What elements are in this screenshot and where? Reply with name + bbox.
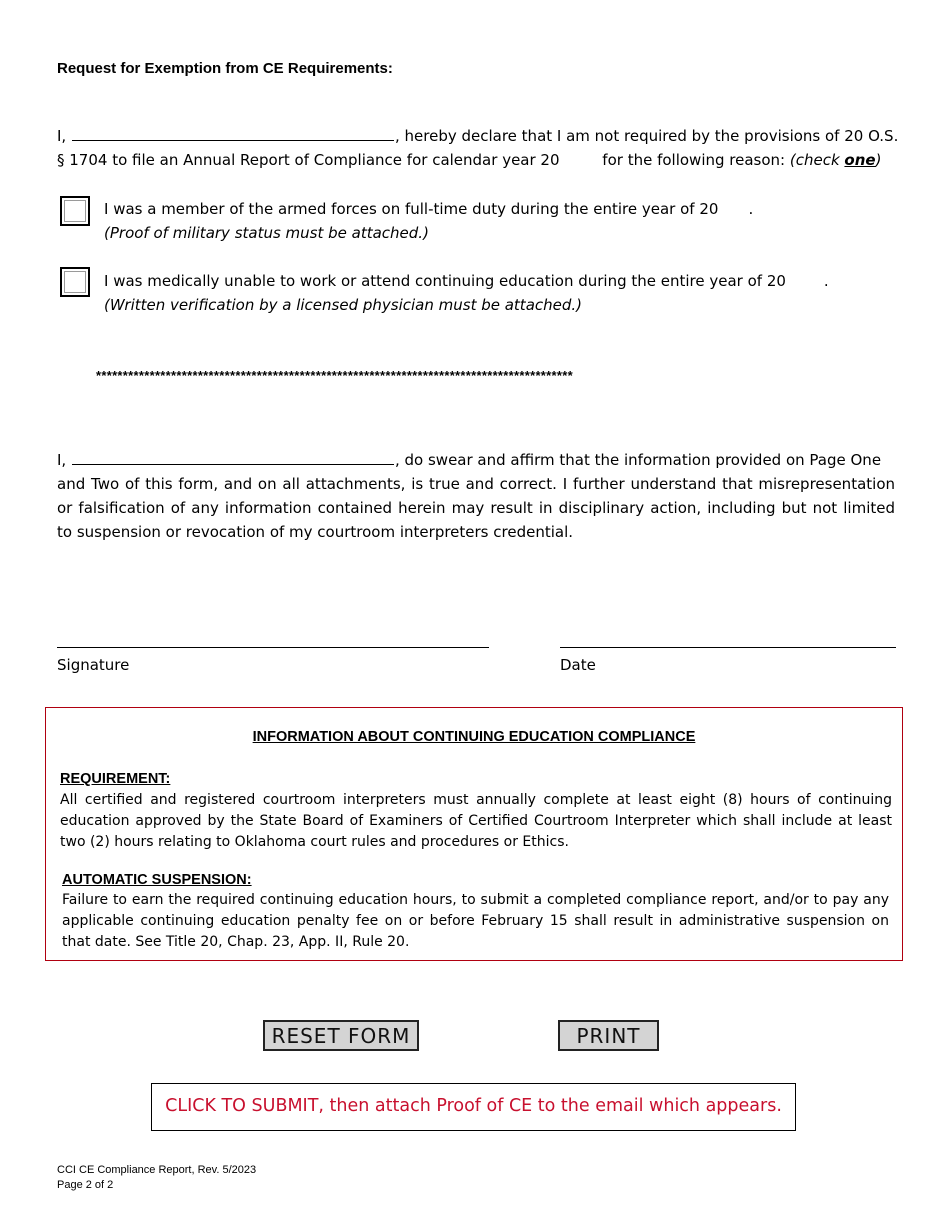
medical-option	[104, 269, 829, 317]
affirmation	[57, 448, 902, 544]
section-heading: Request for Exemption from CE Requirements:	[57, 60, 393, 77]
exemption-text-line2b: for the following reason:	[602, 151, 786, 169]
affirmation-text: and Two of this form, and on all attachments, is true and correct. I further understand that misrepresentation or falsification of any information contained herein may result in disciplinary action, including but not limited to suspension or revocation of my courtroom interpreters credential.	[57, 475, 895, 541]
medical-option-note: (Written verification by a licensed physician must be attached.)	[104, 296, 583, 314]
medical-option-suffix: .	[823, 272, 829, 290]
footer	[57, 1163, 256, 1193]
ce-info-box	[45, 707, 903, 961]
exemption-prefix: I,	[57, 127, 67, 145]
military-option-suffix: .	[748, 200, 754, 218]
suspension-text: Failure to earn the required continuing education hours, to submit a completed compliance report, and/or to pay any applicable continuing education penalty fee on or before February 15 shall result in administrative suspension on that date. See Title 20, Chap. 23, App. II, Rule 20.	[62, 892, 889, 950]
date-line[interactable]	[560, 647, 896, 648]
requirement-heading: REQUIREMENT:	[60, 771, 171, 787]
date-label: Date	[560, 656, 596, 674]
exemption-declaration	[57, 124, 902, 172]
reset-form-button[interactable]: RESET FORM	[263, 1020, 419, 1051]
signature-label: Signature	[57, 656, 130, 674]
submit-button[interactable]: CLICK TO SUBMIT, then attach Proof of CE to the email which appears.	[151, 1083, 796, 1131]
check-note-c: )	[875, 151, 882, 169]
affirmation-name-field[interactable]	[72, 448, 394, 465]
footer-revision: CCI CE Compliance Report, Rev. 5/2023	[57, 1164, 257, 1176]
military-option-note: (Proof of military status must be attached.)	[104, 224, 429, 242]
medical-checkbox[interactable]	[60, 267, 90, 297]
requirement-text: All certified and registered courtroom interpreters must annually complete at least eight (8) hours of continuing education approved by the State Board of Examiners of Certified Courtroom Interpreter which shall include at least two (2) hours relating to Oklahoma court rules and procedures or Ethics.	[60, 792, 892, 850]
suspension-heading: AUTOMATIC SUSPENSION:	[62, 872, 252, 888]
exemption-text-line2a: § 1704 to file an Annual Report of Compliance for calendar year 20	[57, 151, 560, 169]
info-box-title: INFORMATION ABOUT CONTINUING EDUCATION COMPLIANCE	[252, 729, 696, 745]
check-note-a: (check	[789, 151, 845, 169]
affirmation-prefix: I,	[57, 451, 67, 469]
medical-option-label: I was medically unable to work or attend continuing education during the entire year of 20	[104, 272, 786, 290]
print-button[interactable]: PRINT	[558, 1020, 659, 1051]
footer-page-number: Page 2 of 2	[57, 1179, 114, 1191]
military-checkbox[interactable]	[60, 196, 90, 226]
military-option-label: I was a member of the armed forces on full-time duty during the entire year of 20	[104, 200, 719, 218]
separator: *****************************************************************************************	[96, 368, 573, 383]
military-option	[104, 197, 753, 245]
check-note-one: one	[844, 151, 876, 169]
affirmation-text-line1: , do swear and affirm that the information provided on Page One	[394, 451, 882, 469]
signature-line[interactable]	[57, 647, 489, 648]
exemption-text-line1: , hereby declare that I am not required by the provisions of 20 O.S.	[394, 127, 899, 145]
exemption-name-field[interactable]	[72, 124, 394, 141]
